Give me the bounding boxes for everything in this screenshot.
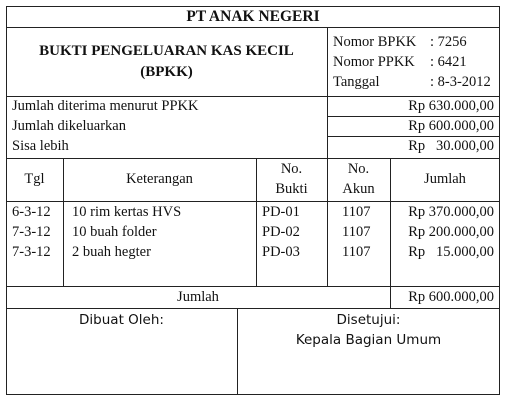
row-keterangan: 10 buah folder: [72, 224, 157, 240]
row-bukti: PD-02: [262, 224, 300, 240]
row-akun: 1107: [342, 224, 371, 240]
row-tgl: 7-3-12: [12, 244, 51, 260]
total-value: Rp 600.000,00: [408, 289, 494, 305]
row-tgl: 7-3-12: [12, 224, 51, 240]
summary-value-sisa: Rp 30.000,00: [408, 138, 494, 154]
summary-value-diterima: Rp 630.000,00: [408, 98, 494, 114]
divider: [6, 201, 500, 202]
meta-label: Nomor PPKK: [333, 54, 415, 70]
divider: [6, 158, 500, 159]
summary-label-dikeluarkan: Jumlah dikeluarkan: [12, 118, 126, 134]
header-no-akun-2: Akun: [342, 181, 375, 197]
header-no-bukti-1: No.: [280, 161, 303, 177]
divider: [6, 308, 500, 309]
header-tgl: Tgl: [24, 171, 45, 187]
row-bukti: PD-01: [262, 204, 300, 220]
header-keterangan: Keterangan: [126, 171, 193, 187]
approver-title: Kepala Bagian Umum: [295, 332, 442, 348]
summary-label-diterima: Jumlah diterima menurut PPKK: [12, 98, 199, 114]
header-no-akun-1: No.: [347, 161, 370, 177]
summary-label-sisa: Sisa lebih: [12, 138, 69, 154]
row-bukti: PD-03: [262, 244, 300, 260]
row-akun: 1107: [342, 244, 371, 260]
approved-label: Disetujui:: [336, 312, 401, 328]
meta-label: Tanggal: [333, 74, 380, 90]
divider: [6, 286, 500, 287]
meta-value: : 6421: [430, 54, 467, 70]
meta-value: : 8-3-2012: [430, 74, 491, 90]
made-by-label: Dibuat Oleh:: [79, 312, 164, 328]
row-keterangan: 2 buah hegter: [72, 244, 151, 260]
total-label: Jumlah: [177, 289, 219, 305]
doc-title: BUKTI PENGELUARAN KAS KECIL: [39, 43, 294, 59]
row-jumlah: Rp 370.000,00: [408, 204, 494, 220]
row-keterangan: 10 rim kertas HVS: [72, 204, 182, 220]
header-no-bukti-2: Bukti: [275, 181, 308, 197]
bpkk-form: [6, 6, 500, 395]
divider: [327, 27, 328, 96]
doc-subtitle: (BPKK): [140, 64, 193, 80]
meta-label: Nomor BPKK: [333, 34, 417, 50]
row-jumlah: Rp 200.000,00: [408, 224, 494, 240]
summary-value-dikeluarkan: Rp 600.000,00: [408, 118, 494, 134]
row-jumlah: Rp 15.000,00: [408, 244, 494, 260]
divider: [6, 27, 500, 28]
header-jumlah: Jumlah: [424, 171, 466, 187]
row-akun: 1107: [342, 204, 371, 220]
row-tgl: 6-3-12: [12, 204, 51, 220]
company-name: PT ANAK NEGERI: [186, 8, 320, 25]
meta-value: : 7256: [430, 34, 467, 50]
